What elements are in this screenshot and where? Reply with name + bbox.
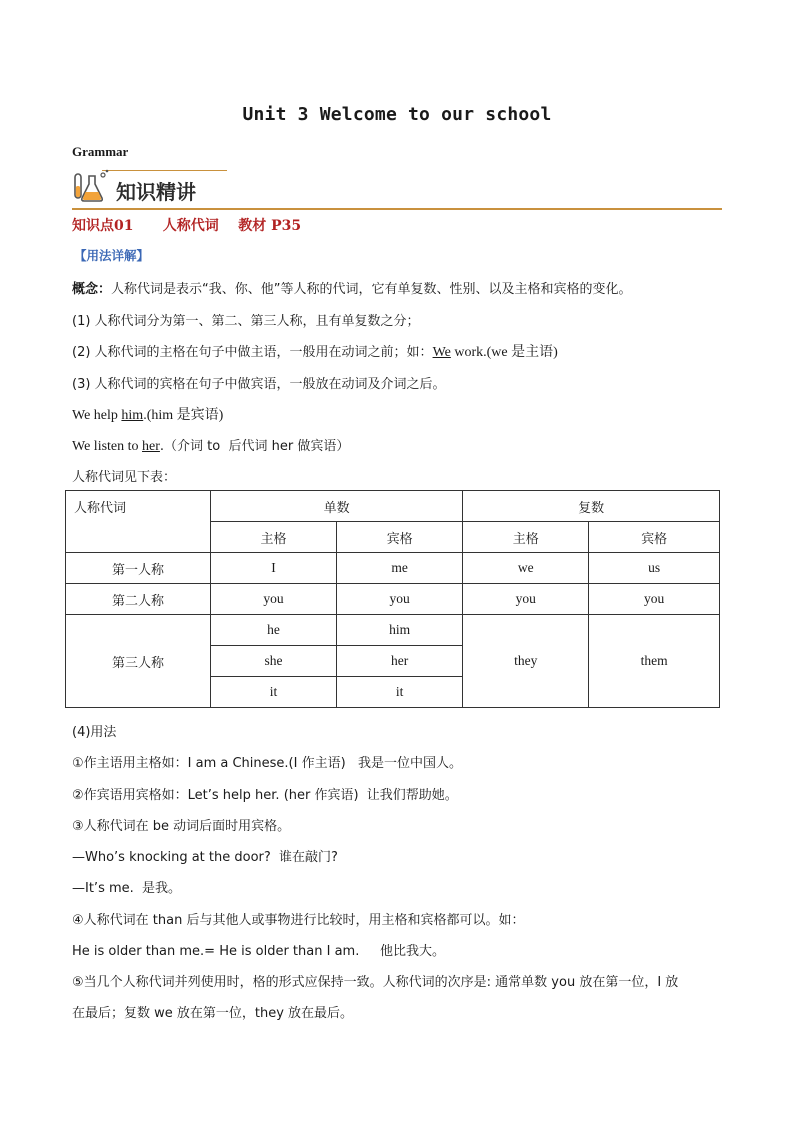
example-2-underlined: her xyxy=(142,439,160,454)
table-intro: 人称代词见下表： xyxy=(72,470,177,485)
example-2-pre: We listen to xyxy=(72,439,143,454)
table-cell: us xyxy=(589,553,720,584)
concept-text: 人称代词是表示“我、你、他”等人称的代词，它有单复数、性别、以及主格和宾格的变化。 xyxy=(111,282,632,297)
usage-3-answer: —It’s me. 是我。 xyxy=(72,881,182,896)
table-cell: you xyxy=(211,584,337,615)
table-header-row xyxy=(66,491,720,522)
table-row xyxy=(66,615,720,646)
table-cell: her xyxy=(337,646,463,677)
header-singular-subject: 主格 xyxy=(211,522,337,553)
point-1: (1) 人称代词分为第一、第二、第三人称，且有单复数之分； xyxy=(72,314,420,329)
usage-4-example: He is older than me.= He is older than I am. 他比我大。 xyxy=(72,944,445,959)
usage-title: (4)用法 xyxy=(72,725,117,740)
example-1 xyxy=(72,404,223,424)
point-2-example: work.(we 是主语) xyxy=(450,345,558,360)
header-plural-subject: 主格 xyxy=(463,522,589,553)
row-person: 第三人称 xyxy=(66,615,211,708)
section-header xyxy=(72,166,722,210)
section-label: Grammar xyxy=(72,144,129,159)
lab-flask-icon xyxy=(72,168,112,206)
concept-label: 概念： xyxy=(72,282,112,297)
header-singular: 单数 xyxy=(211,491,463,522)
header-plural-object: 宾格 xyxy=(589,522,720,553)
table-row xyxy=(66,584,720,615)
usage-2: ②作宾语用宾格如：Let’s help her. (her 作宾语) 让我们帮助她。 xyxy=(72,788,458,803)
usage-5-line-2: 在最后；复数 we 放在第一位，they 放在最后。 xyxy=(72,1006,354,1021)
usage-3: ③人称代词在 be 动词后面时用宾格。 xyxy=(72,819,291,834)
header-singular-object: 宾格 xyxy=(337,522,463,553)
usage-1: ①作主语用主格如：I am a Chinese.(I 作主语) 我是一位中国人。 xyxy=(72,756,463,771)
point-2-text: (2) 人称代词的主格在句子中做主语，一般用在动词之前；如： xyxy=(72,345,433,360)
usage-4: ④人称代词在 than 后与其他人或事物进行比较时，用主格和宾格都可以。如： xyxy=(72,913,525,928)
header-rule xyxy=(72,208,722,210)
table-cell: I xyxy=(211,553,337,584)
table-cell: we xyxy=(463,553,589,584)
knowledge-point-title: 知识点01 人称代词 教材 P35 xyxy=(72,218,302,234)
table-cell: you xyxy=(337,584,463,615)
row-person: 第二人称 xyxy=(66,584,211,615)
point-2-underlined: We xyxy=(432,345,451,360)
usage-3-question: —Who’s knocking at the door? 谁在敲门? xyxy=(72,850,338,865)
table-row xyxy=(66,553,720,584)
table-cell: it xyxy=(337,677,463,708)
table-cell: you xyxy=(589,584,720,615)
usage-5-line-1: ⑤当几个人称代词并列使用时，格的形式应保持一致。人称代词的次序是: 通常单数 you 放在第一位，I 放 xyxy=(72,975,679,990)
usage-heading: 【用法详解】 xyxy=(74,248,150,263)
table-corner: 人称代词 xyxy=(66,491,211,553)
table-cell: it xyxy=(211,677,337,708)
concept-line xyxy=(72,278,632,297)
table-cell: him xyxy=(337,615,463,646)
example-1-underlined: him xyxy=(121,408,144,423)
example-1-pre: We help xyxy=(72,408,122,423)
header-top-rule xyxy=(102,170,227,171)
point-3: (3) 人称代词的宾格在句子中做宾语，一般放在动词及介词之后。 xyxy=(72,377,446,392)
table-cell: you xyxy=(463,584,589,615)
row-person: 第一人称 xyxy=(66,553,211,584)
pronoun-table xyxy=(65,490,720,708)
page-title: Unit 3 Welcome to our school xyxy=(242,104,552,125)
table-cell: me xyxy=(337,553,463,584)
point-2 xyxy=(72,341,558,361)
table-cell: them xyxy=(589,615,720,708)
section-heading: 知识精讲 xyxy=(116,180,196,204)
example-2-post: .（介词 to 后代词 her 做宾语） xyxy=(159,439,350,454)
table-cell: they xyxy=(463,615,589,708)
table-cell: he xyxy=(211,615,337,646)
table-cell: she xyxy=(211,646,337,677)
example-1-post: .(him 是宾语) xyxy=(143,408,224,423)
header-plural: 复数 xyxy=(463,491,720,522)
example-2 xyxy=(72,435,349,455)
